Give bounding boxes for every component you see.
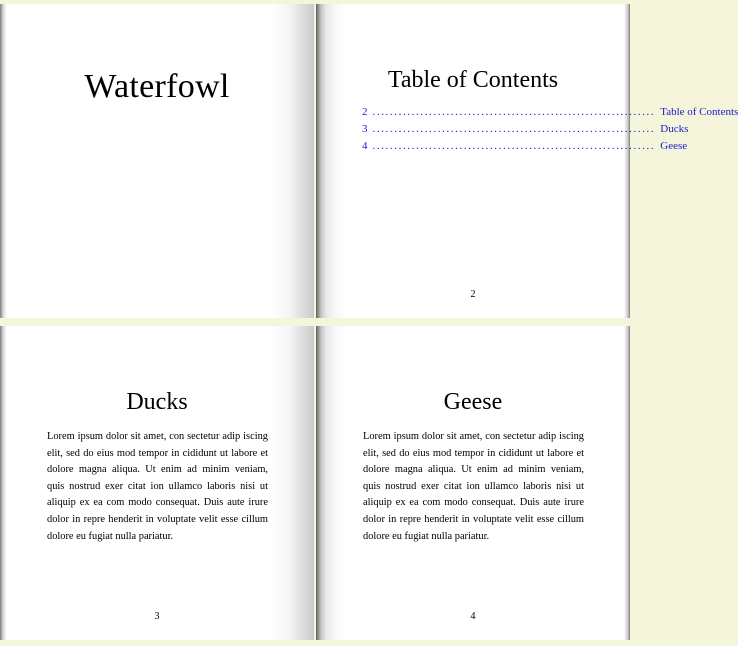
toc-page [316,4,738,318]
toc-entry-geese[interactable] [362,140,688,157]
toc-entry-label: Ducks [660,123,689,135]
toc-entry-page: 3 [362,123,368,135]
chapter-body: Lorem ipsum dolor sit amet, con sectetur adip iscing elit, sed do eius mod tempor in cididunt ut labore et dolore magna aliqua. Ut enim ad minim veniam, quis nostrud exer citat ion ullamco laboris nisi ut aliquip ex ea com modo consequat. Duis aute irure dolor in repre henderit in voluptate velit esse cillum dolore eu fugiat nulla pariatur. [363,431,584,542]
toc-entry-page: 2 [362,106,368,118]
chapter-page-ducks [0,326,314,640]
book-title: Waterfowl [84,68,230,105]
toc-leader-dots: ................................................................. [372,140,656,152]
toc-entry-label: Geese [660,140,688,152]
page-number: 2 [470,289,476,300]
toc-leader-dots: ................................................................. [372,106,656,118]
chapter-page-geese [316,326,630,640]
toc-entry-label: Table of Contents [660,106,738,118]
chapter-heading: Ducks [126,389,188,415]
page-number: 3 [154,611,160,622]
toc-list [362,106,738,157]
toc-leader-dots: ................................................................. [372,123,656,135]
chapter-body: Lorem ipsum dolor sit amet, con sectetur adip iscing elit, sed do eius mod tempor in cididunt ut labore et dolore magna aliqua. Ut enim ad minim veniam, quis nostrud exer citat ion ullamco laboris nisi ut aliquip ex ea com modo consequat. Duis aute irure dolor in repre henderit in voluptate velit esse cillum dolore eu fugiat nulla pariatur. [47,431,268,542]
toc-entry-table-of-contents[interactable] [362,106,738,123]
toc-heading: Table of Contents [387,67,559,93]
title-page [0,4,314,318]
toc-entry-page: 4 [362,140,368,152]
toc-entry-ducks[interactable] [362,123,689,140]
chapter-heading: Geese [443,389,503,415]
page-number: 4 [470,611,476,622]
